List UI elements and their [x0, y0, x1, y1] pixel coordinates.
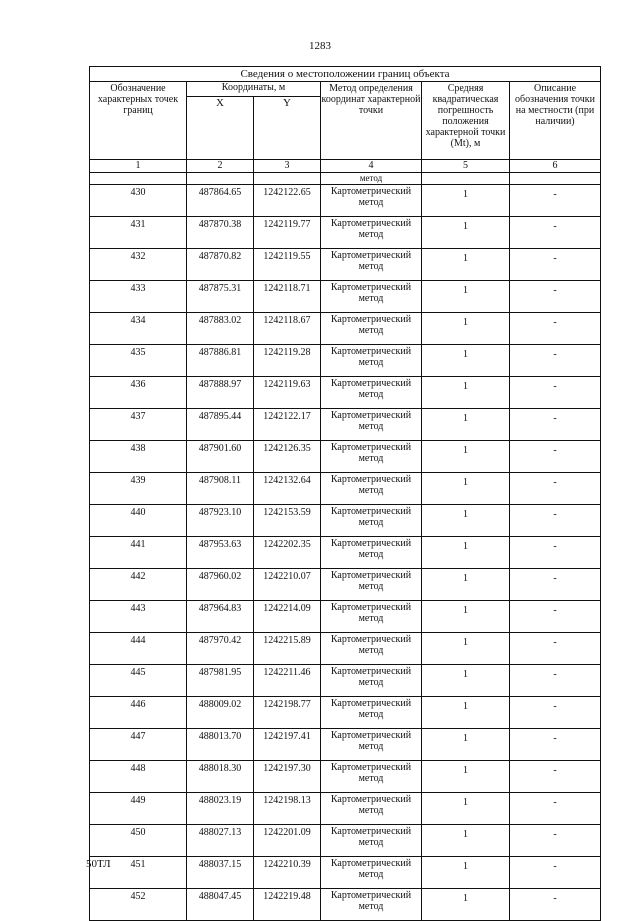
x-coordinate-cell: 487870.38	[187, 217, 254, 249]
y-coordinate-cell: 1242122.17	[254, 409, 321, 441]
point-id-cell: 433	[90, 281, 187, 313]
table-row	[90, 505, 601, 537]
description-cell: -	[510, 793, 601, 825]
continuation-cell	[510, 173, 601, 185]
y-coordinate-cell: 1242198.77	[254, 697, 321, 729]
y-coordinate-cell: 1242197.30	[254, 761, 321, 793]
title-row	[90, 67, 601, 82]
point-id-cell: 432	[90, 249, 187, 281]
table-row	[90, 473, 601, 505]
table-row	[90, 569, 601, 601]
column-number: 6	[510, 160, 601, 173]
y-coordinate-cell: 1242198.13	[254, 793, 321, 825]
method-cell: Картометрический метод	[321, 633, 422, 665]
description-cell: -	[510, 569, 601, 601]
table-row	[90, 825, 601, 857]
table-row	[90, 889, 601, 921]
description-cell: -	[510, 825, 601, 857]
point-id-cell: 436	[90, 377, 187, 409]
table-row	[90, 665, 601, 697]
x-coordinate-cell: 487981.95	[187, 665, 254, 697]
error-cell: 1	[422, 729, 510, 761]
error-cell: 1	[422, 473, 510, 505]
method-cell: Картометрический метод	[321, 377, 422, 409]
description-cell: -	[510, 857, 601, 889]
y-coordinate-cell: 1242132.64	[254, 473, 321, 505]
y-coordinate-cell: 1242210.07	[254, 569, 321, 601]
x-coordinate-cell: 487886.81	[187, 345, 254, 377]
description-cell: -	[510, 185, 601, 217]
error-cell: 1	[422, 825, 510, 857]
point-id-cell: 437	[90, 409, 187, 441]
x-coordinate-cell: 487953.63	[187, 537, 254, 569]
point-id-cell: 440	[90, 505, 187, 537]
table-row	[90, 633, 601, 665]
table-row	[90, 281, 601, 313]
table-row	[90, 249, 601, 281]
description-cell: -	[510, 665, 601, 697]
boundary-points-table	[89, 66, 601, 921]
error-cell: 1	[422, 665, 510, 697]
footer-code: 50ТЛ	[86, 858, 111, 870]
table-row	[90, 345, 601, 377]
description-cell: -	[510, 217, 601, 249]
point-id-cell: 450	[90, 825, 187, 857]
method-cell: Картометрический метод	[321, 473, 422, 505]
y-coordinate-cell: 1242197.41	[254, 729, 321, 761]
point-id-cell: 452	[90, 889, 187, 921]
description-cell: -	[510, 441, 601, 473]
table-row	[90, 761, 601, 793]
continuation-method: метод	[321, 173, 422, 185]
table-row	[90, 729, 601, 761]
method-cell: Картометрический метод	[321, 569, 422, 601]
description-cell: -	[510, 377, 601, 409]
header-point: Обозначение характерных точек границ	[90, 82, 187, 160]
error-cell: 1	[422, 313, 510, 345]
column-number: 5	[422, 160, 510, 173]
column-number-row	[90, 160, 601, 173]
error-cell: 1	[422, 505, 510, 537]
description-cell: -	[510, 409, 601, 441]
error-cell: 1	[422, 601, 510, 633]
description-cell: -	[510, 729, 601, 761]
description-cell: -	[510, 345, 601, 377]
error-cell: 1	[422, 409, 510, 441]
x-coordinate-cell: 488018.30	[187, 761, 254, 793]
point-id-cell: 442	[90, 569, 187, 601]
header-coordinates: Координаты, м	[187, 82, 321, 97]
point-id-cell: 438	[90, 441, 187, 473]
y-coordinate-cell: 1242119.55	[254, 249, 321, 281]
table-row	[90, 441, 601, 473]
description-cell: -	[510, 537, 601, 569]
method-cell: Картометрический метод	[321, 281, 422, 313]
description-cell: -	[510, 505, 601, 537]
continuation-row	[90, 173, 601, 185]
x-coordinate-cell: 487908.11	[187, 473, 254, 505]
error-cell: 1	[422, 761, 510, 793]
method-cell: Картометрический метод	[321, 249, 422, 281]
y-coordinate-cell: 1242153.59	[254, 505, 321, 537]
error-cell: 1	[422, 697, 510, 729]
method-cell: Картометрический метод	[321, 889, 422, 921]
column-number: 3	[254, 160, 321, 173]
method-cell: Картометрический метод	[321, 761, 422, 793]
header-x: X	[187, 97, 254, 160]
column-number: 2	[187, 160, 254, 173]
method-cell: Картометрический метод	[321, 345, 422, 377]
method-cell: Картометрический метод	[321, 793, 422, 825]
method-cell: Картометрический метод	[321, 217, 422, 249]
point-id-cell: 435	[90, 345, 187, 377]
y-coordinate-cell: 1242215.89	[254, 633, 321, 665]
error-cell: 1	[422, 345, 510, 377]
description-cell: -	[510, 601, 601, 633]
description-cell: -	[510, 697, 601, 729]
table-row	[90, 697, 601, 729]
method-cell: Картометрический метод	[321, 441, 422, 473]
description-cell: -	[510, 281, 601, 313]
x-coordinate-cell: 488013.70	[187, 729, 254, 761]
table-body	[90, 67, 601, 921]
x-coordinate-cell: 488009.02	[187, 697, 254, 729]
description-cell: -	[510, 473, 601, 505]
y-coordinate-cell: 1242119.28	[254, 345, 321, 377]
error-cell: 1	[422, 857, 510, 889]
x-coordinate-cell: 487923.10	[187, 505, 254, 537]
table-title: Сведения о местоположении границ объекта	[90, 67, 601, 82]
error-cell: 1	[422, 281, 510, 313]
x-coordinate-cell: 487883.02	[187, 313, 254, 345]
header-method: Метод определения координат характерной точки	[321, 82, 422, 160]
x-coordinate-cell: 488027.13	[187, 825, 254, 857]
method-cell: Картометрический метод	[321, 313, 422, 345]
continuation-cell	[187, 173, 254, 185]
table-row	[90, 601, 601, 633]
error-cell: 1	[422, 249, 510, 281]
point-id-cell: 443	[90, 601, 187, 633]
point-id-cell: 445	[90, 665, 187, 697]
method-cell: Картометрический метод	[321, 409, 422, 441]
x-coordinate-cell: 488023.19	[187, 793, 254, 825]
method-cell: Картометрический метод	[321, 537, 422, 569]
table-row	[90, 793, 601, 825]
y-coordinate-cell: 1242118.71	[254, 281, 321, 313]
description-cell: -	[510, 633, 601, 665]
description-cell: -	[510, 249, 601, 281]
point-id-cell: 446	[90, 697, 187, 729]
table-row	[90, 313, 601, 345]
continuation-cell	[90, 173, 187, 185]
y-coordinate-cell: 1242122.65	[254, 185, 321, 217]
point-id-cell: 439	[90, 473, 187, 505]
table-row	[90, 537, 601, 569]
method-cell: Картометрический метод	[321, 665, 422, 697]
point-id-cell: 444	[90, 633, 187, 665]
description-cell: -	[510, 761, 601, 793]
method-cell: Картометрический метод	[321, 729, 422, 761]
header-row-1	[90, 82, 601, 97]
error-cell: 1	[422, 633, 510, 665]
table-row	[90, 185, 601, 217]
method-cell: Картометрический метод	[321, 505, 422, 537]
page-number: 1283	[309, 40, 331, 52]
x-coordinate-cell: 487864.65	[187, 185, 254, 217]
point-id-cell: 430	[90, 185, 187, 217]
point-id-cell: 434	[90, 313, 187, 345]
x-coordinate-cell: 487888.97	[187, 377, 254, 409]
description-cell: -	[510, 313, 601, 345]
column-number: 4	[321, 160, 422, 173]
header-error: Средняя квадратическая погрешность положения характерной точки (Mt), м	[422, 82, 510, 160]
x-coordinate-cell: 487875.31	[187, 281, 254, 313]
y-coordinate-cell: 1242211.46	[254, 665, 321, 697]
y-coordinate-cell: 1242126.35	[254, 441, 321, 473]
error-cell: 1	[422, 569, 510, 601]
point-id-cell: 451	[90, 857, 187, 889]
y-coordinate-cell: 1242214.09	[254, 601, 321, 633]
y-coordinate-cell: 1242118.67	[254, 313, 321, 345]
y-coordinate-cell: 1242119.63	[254, 377, 321, 409]
header-description: Описание обозначения точки на местности (при наличии)	[510, 82, 601, 160]
point-id-cell: 431	[90, 217, 187, 249]
y-coordinate-cell: 1242119.77	[254, 217, 321, 249]
header-y: Y	[254, 97, 321, 160]
error-cell: 1	[422, 185, 510, 217]
method-cell: Картометрический метод	[321, 601, 422, 633]
error-cell: 1	[422, 537, 510, 569]
table-row	[90, 857, 601, 889]
table-row	[90, 409, 601, 441]
table-row	[90, 217, 601, 249]
point-id-cell: 449	[90, 793, 187, 825]
point-id-cell: 448	[90, 761, 187, 793]
method-cell: Картометрический метод	[321, 857, 422, 889]
method-cell: Картометрический метод	[321, 825, 422, 857]
continuation-cell	[422, 173, 510, 185]
method-cell: Картометрический метод	[321, 697, 422, 729]
point-id-cell: 441	[90, 537, 187, 569]
error-cell: 1	[422, 889, 510, 921]
error-cell: 1	[422, 441, 510, 473]
y-coordinate-cell: 1242219.48	[254, 889, 321, 921]
y-coordinate-cell: 1242201.09	[254, 825, 321, 857]
description-cell: -	[510, 889, 601, 921]
column-number: 1	[90, 160, 187, 173]
table-row	[90, 377, 601, 409]
y-coordinate-cell: 1242210.39	[254, 857, 321, 889]
x-coordinate-cell: 487970.42	[187, 633, 254, 665]
y-coordinate-cell: 1242202.35	[254, 537, 321, 569]
method-cell: Картометрический метод	[321, 185, 422, 217]
x-coordinate-cell: 487964.83	[187, 601, 254, 633]
point-id-cell: 447	[90, 729, 187, 761]
x-coordinate-cell: 487870.82	[187, 249, 254, 281]
error-cell: 1	[422, 377, 510, 409]
continuation-cell	[254, 173, 321, 185]
error-cell: 1	[422, 793, 510, 825]
x-coordinate-cell: 488037.15	[187, 857, 254, 889]
error-cell: 1	[422, 217, 510, 249]
x-coordinate-cell: 487960.02	[187, 569, 254, 601]
x-coordinate-cell: 487901.60	[187, 441, 254, 473]
x-coordinate-cell: 487895.44	[187, 409, 254, 441]
x-coordinate-cell: 488047.45	[187, 889, 254, 921]
